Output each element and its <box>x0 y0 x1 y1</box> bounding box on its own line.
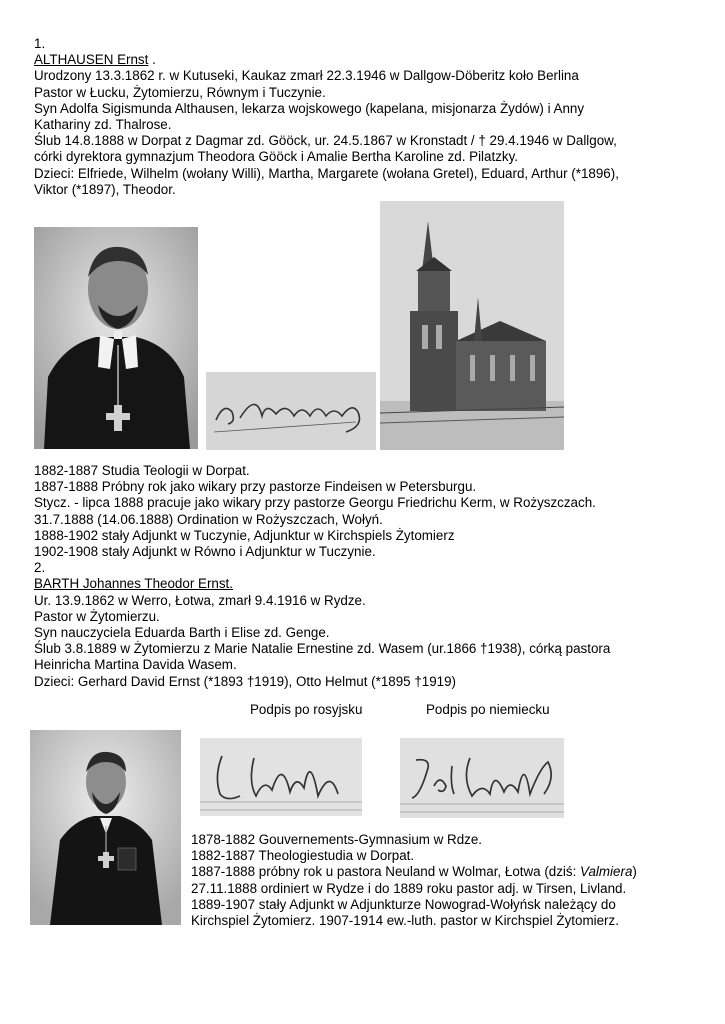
portrait-barth-photo <box>30 730 181 925</box>
entry2-career-block <box>191 832 637 929</box>
entry1-block <box>34 36 619 198</box>
entry2-bio-line: Syn nauczyciela Eduarda Barth i Elise zd. Genge. <box>34 625 330 641</box>
signature-label-german: Podpis po niemiecku <box>426 702 550 717</box>
entry1-career-line: 31.7.1888 (14.06.1888) Ordination w Rożyszczach, Wołyń. <box>34 511 383 527</box>
entry2-name: BARTH Johannes Theodor Ernst. <box>34 576 233 592</box>
entry1-bio-line: córki dyrektora gymnazjum Theodora Gööck i Amalie Bertha Karoline zd. Pilatzky. <box>34 149 519 165</box>
entry2-bio-line: Heinricha Martina Davida Wasem. <box>34 657 237 673</box>
signature-barth-german <box>400 738 564 818</box>
entry2-bio-line: Dzieci: Gerhard David Ernst (*1893 †1919), Otto Helmut (*1895 †1919) <box>34 673 457 689</box>
entry1-bio-line: Ślub 14.8.1888 w Dorpat z Dagmar zd. Gööck, ur. 24.5.1867 w Kronstadt / † 29.4.1946 w Dallgow, <box>34 133 617 149</box>
entry2-bio-line: Pastor w Żytomierzu. <box>34 608 160 624</box>
church-photo <box>380 201 564 450</box>
entry2-bio-line: Ur. 13.9.1862 w Werro, Łotwa, zmarł 9.4.1916 w Rydze. <box>34 592 366 608</box>
signature-althausen-drawing <box>206 372 376 450</box>
signature-barth-german-drawing <box>400 738 564 818</box>
entry1-career-block <box>34 463 610 690</box>
signature-althausen <box>206 372 376 450</box>
entry1-bio-line: Kathariny zd. Thalrose. <box>34 117 172 133</box>
entry2-career-line: Kirchspiel Żytomierz. 1907-1914 ew.-luth. pastor w Kirchspiel Żytomierz. <box>191 913 619 929</box>
entry2-career-italic: Valmiera <box>580 864 633 880</box>
portrait-althausen-photo <box>34 227 198 449</box>
entry1-bio-line: Viktor (*1897), Theodor. <box>34 181 176 197</box>
entry1-career-line: 1882-1887 Studia Teologii w Dorpat. <box>34 463 250 478</box>
entry1-career-line: 1887-1888 Próbny rok jako wikary przy pastorze Findeisen w Petersburgu. <box>34 479 477 495</box>
entry1-career-line: Stycz. - lipca 1888 pracuje jako wikary przy pastorze Georgu Friedrichu Kerm, w Rożyszczach. <box>34 495 596 511</box>
entry1-career-line: 1888-1902 stały Adjunkt w Tuczynie, Adjunktur w Kirchspiels Żytomierz <box>34 527 455 543</box>
entry1-bio-line: Pastor w Łucku, Żytomierzu, Równym i Tuczynie. <box>34 84 326 100</box>
signature-label-russian: Podpis po rosyjsku <box>250 702 363 717</box>
entry2-career-line: 1882-1887 Theologiestudia w Dorpat. <box>191 848 415 864</box>
signature-barth-russian <box>200 738 362 816</box>
entry1-bio-line: Syn Adolfa Sigismunda Althausen, lekarza wojskowego (kapelana, misjonarza Żydów) i Anny <box>34 100 585 116</box>
entry2-number: 2. <box>34 560 46 576</box>
signature-barth-russian-drawing <box>200 738 362 816</box>
entry1-bio-line: Urodzony 13.3.1862 r. w Kutuseki, Kaukaz zmarł 22.3.1946 w Dallgow-Döberitz koło Berlina <box>34 68 579 84</box>
entry2-career-line: 1889-1907 stały Adjunkt w Adjunkturze Nowograd-Wołyńsk należący do <box>191 896 616 912</box>
entry1-career-line: 1902-1908 stały Adjunkt w Równo i Adjunktur w Tuczynie. <box>34 544 376 560</box>
entry2-career-text: ) <box>632 864 637 880</box>
entry1-bio-line: Dzieci: Elfriede, Wilhelm (wołany Willi), Martha, Margarete (wołana Gretel), Eduard, Arthur (*1896), <box>34 165 619 181</box>
entry1-name: ALTHAUSEN Ernst <box>34 52 149 68</box>
entry2-career-line <box>191 864 637 880</box>
entry1-name-trail: . <box>148 52 156 68</box>
entry2-career-text: 1887-1888 próbny rok u pastora Neuland w Wolmar, Łotwa (dziś: <box>191 864 581 880</box>
entry2-career-line: 27.11.1888 ordiniert w Rydze i do 1889 roku pastor adj. w Tirsen, Livland. <box>191 880 627 896</box>
entry2-career-line: 1878-1882 Gouvernements-Gymnasium w Rdze. <box>191 832 483 847</box>
entry1-number: 1. <box>34 36 46 51</box>
entry1-name-line <box>34 52 619 68</box>
entry2-bio-line: Ślub 3.8.1889 w Żytomierzu z Marie Natalie Ernestine zd. Wasem (ur.1866 †1938), córką pastora <box>34 641 611 657</box>
